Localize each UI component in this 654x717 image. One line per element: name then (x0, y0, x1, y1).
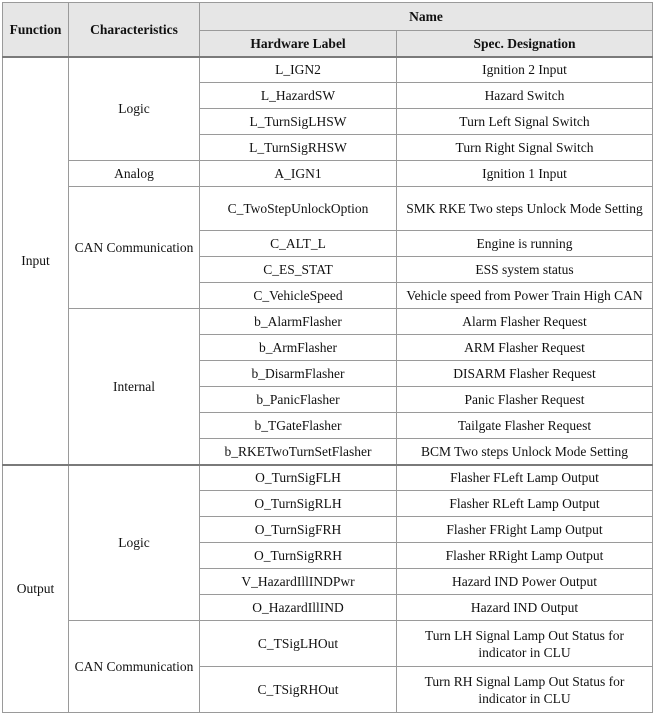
table-row (3, 621, 653, 667)
hardware-label-cell: b_ArmFlasher (200, 335, 397, 361)
spec-designation-cell: Alarm Flasher Request (397, 309, 653, 335)
hardware-label-cell: L_TurnSigRHSW (200, 135, 397, 161)
function-output: Output (3, 465, 69, 713)
spec-designation-cell: Panic Flasher Request (397, 387, 653, 413)
spec-designation-cell: Turn RH Signal Lamp Out Status for indicator in CLU (397, 667, 653, 713)
spec-designation-cell: Hazard IND Output (397, 595, 653, 621)
spec-designation-cell: DISARM Flasher Request (397, 361, 653, 387)
spec-designation-cell: Hazard Switch (397, 83, 653, 109)
spec-designation-cell: Flasher FLeft Lamp Output (397, 465, 653, 491)
hardware-label-cell: C_VehicleSpeed (200, 283, 397, 309)
hardware-label-cell: L_TurnSigLHSW (200, 109, 397, 135)
header-characteristics: Characteristics (69, 3, 200, 57)
table-row (3, 465, 653, 491)
hardware-label-cell: b_AlarmFlasher (200, 309, 397, 335)
spec-designation-cell: Turn Right Signal Switch (397, 135, 653, 161)
hardware-label-cell: O_TurnSigRRH (200, 543, 397, 569)
hardware-label-cell: b_TGateFlasher (200, 413, 397, 439)
spec-designation-cell: Engine is running (397, 231, 653, 257)
spec-designation-cell: Hazard IND Power Output (397, 569, 653, 595)
table-row (3, 187, 653, 231)
header-spec-designation: Spec. Designation (397, 31, 653, 57)
function-input: Input (3, 57, 69, 465)
hardware-label-cell: O_HazardIllIND (200, 595, 397, 621)
table-row (3, 161, 653, 187)
hardware-label-cell: O_TurnSigRLH (200, 491, 397, 517)
characteristic-input-internal: Internal (69, 309, 200, 465)
spec-designation-cell: SMK RKE Two steps Unlock Mode Setting (397, 187, 653, 231)
hardware-label-cell: C_ALT_L (200, 231, 397, 257)
spec-designation-cell: Turn LH Signal Lamp Out Status for indicator in CLU (397, 621, 653, 667)
spec-designation-cell: Flasher RRight Lamp Output (397, 543, 653, 569)
table-row (3, 57, 653, 83)
hardware-label-cell: b_RKETwoTurnSetFlasher (200, 439, 397, 465)
characteristic-input-can: CAN Communication (69, 187, 200, 309)
header-function: Function (3, 3, 69, 57)
hardware-label-cell: b_PanicFlasher (200, 387, 397, 413)
characteristic-output-can: CAN Communication (69, 621, 200, 713)
table-row (3, 309, 653, 335)
characteristic-input-logic: Logic (69, 57, 200, 161)
characteristic-input-analog: Analog (69, 161, 200, 187)
hardware-label-cell: C_TwoStepUnlockOption (200, 187, 397, 231)
hardware-label-cell: b_DisarmFlasher (200, 361, 397, 387)
hardware-label-cell: C_ES_STAT (200, 257, 397, 283)
spec-designation-cell: Ignition 1 Input (397, 161, 653, 187)
hardware-label-cell: V_HazardIllINDPwr (200, 569, 397, 595)
hardware-label-cell: O_TurnSigFRH (200, 517, 397, 543)
spec-designation-cell: ARM Flasher Request (397, 335, 653, 361)
hardware-label-cell: A_IGN1 (200, 161, 397, 187)
header-row-top (3, 3, 653, 31)
hardware-label-cell: C_TSigLHOut (200, 621, 397, 667)
spec-designation-cell: BCM Two steps Unlock Mode Setting (397, 439, 653, 465)
hardware-label-cell: C_TSigRHOut (200, 667, 397, 713)
spec-designation-cell: Ignition 2 Input (397, 57, 653, 83)
spec-designation-cell: Flasher RLeft Lamp Output (397, 491, 653, 517)
spec-designation-cell: Tailgate Flasher Request (397, 413, 653, 439)
hardware-label-cell: O_TurnSigFLH (200, 465, 397, 491)
hardware-label-cell: L_HazardSW (200, 83, 397, 109)
header-hardware-label: Hardware Label (200, 31, 397, 57)
hardware-label-cell: L_IGN2 (200, 57, 397, 83)
spec-designation-cell: ESS system status (397, 257, 653, 283)
spec-designation-cell: Flasher FRight Lamp Output (397, 517, 653, 543)
spec-designation-cell: Turn Left Signal Switch (397, 109, 653, 135)
signal-spec-table (2, 2, 653, 713)
spec-designation-cell: Vehicle speed from Power Train High CAN (397, 283, 653, 309)
header-name: Name (200, 3, 653, 31)
characteristic-output-logic: Logic (69, 465, 200, 621)
